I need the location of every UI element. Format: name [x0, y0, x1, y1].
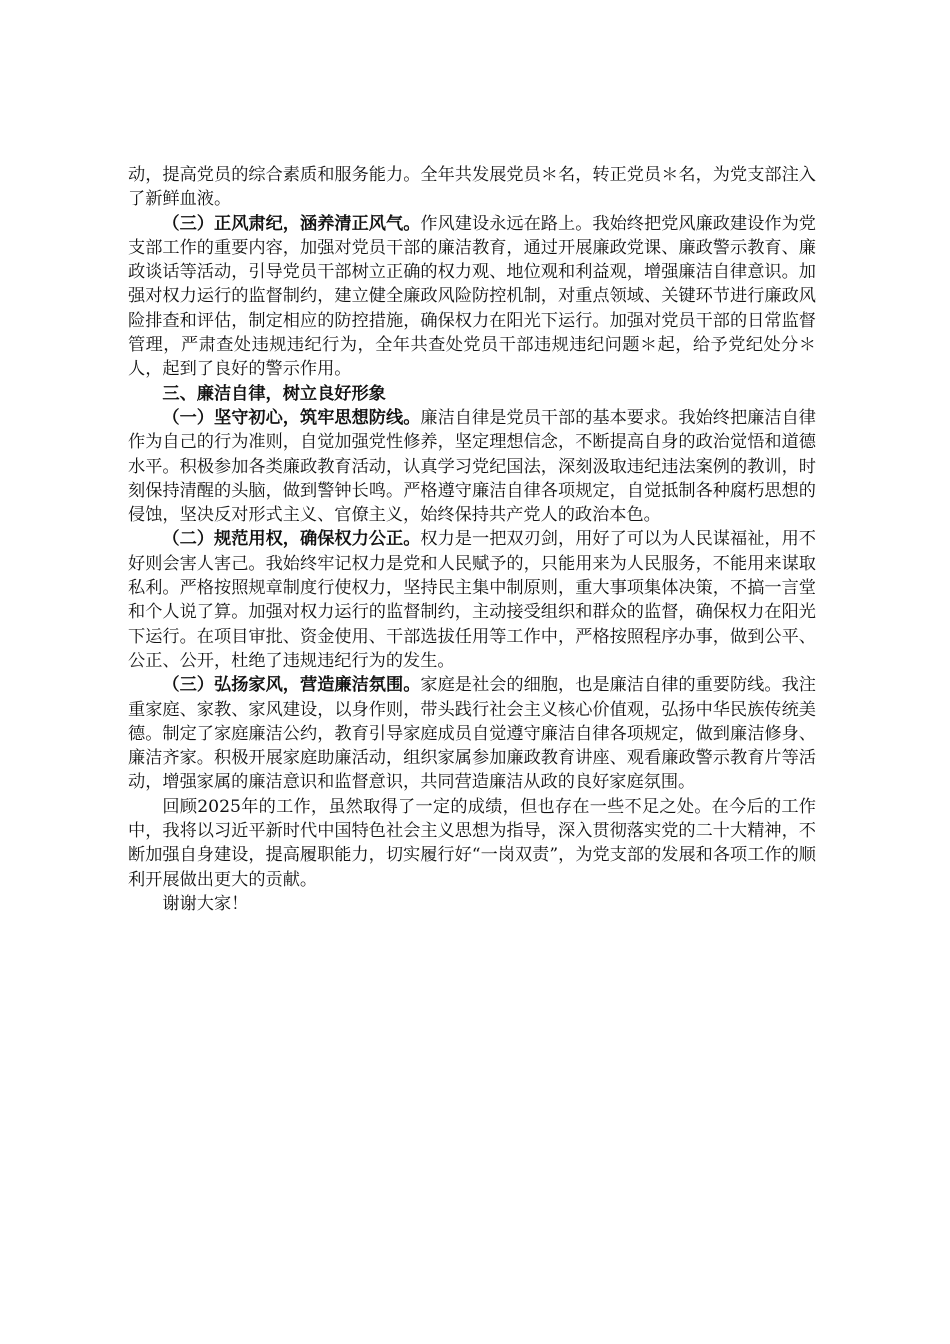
paragraph-review: 回顾2025年的工作，虽然取得了一定的成绩，但也存在一些不足之处。在今后的工作中，我将以习近平新时代中国特色社会主义思想为指导，深入贯彻落实党的二十大精神，不断加强自身建设，提高履职能力，切实履行好“一岗双责”，为党支部的发展和各项工作的顺利开展做出更大的贡献。 — [128, 796, 816, 890]
paragraph-integrity-discipline — [128, 212, 816, 382]
subheading-original-aspiration: （一）坚守初心，筑牢思想防线。 — [162, 407, 421, 428]
paragraph-continuation: 动，提高党员的综合素质和服务能力。全年共发展党员＊名，转正党员＊名，为党支部注入了新鲜血液。 — [128, 165, 816, 210]
document-body — [128, 163, 816, 916]
subheading-family-style: （三）弘扬家风，营造廉洁氛围。 — [162, 675, 421, 696]
paragraph-text: 廉洁自律是党员干部的基本要求。我始终把廉洁自律作为自己的行为准则，自觉加强党性修养，坚定理想信念，不断提高自身的政治觉悟和道德水平。积极参加各类廉政教育活动，认真学习党纪国法，深刻汲取违纪违法案例的教训，时刻保持清醒的头脑，做到警钟长鸣。严格遵守廉洁自律各项规定，自觉抵制各种腐朽思想的侵蚀，坚决反对形式主义、官僚主义，始终保持共产党人的政治本色。 — [128, 407, 816, 526]
paragraph-text: 权力是一把双刃剑，用好了可以为人民谋福祉，用不好则会害人害己。我始终牢记权力是党和人民赋予的，只能用来为人民服务，不能用来谋取私利。严格按照规章制度行使权力，坚持民主集中制原则，重大事项集体决策，不搞一言堂和个人说了算。加强对权力运行的监督制约，主动接受组织和群众的监督，确保权力在阳光下运行。在项目审批、资金使用、干部选拔任用等工作中，严格按照程序办事，做到公平、公正、公开，杜绝了违规违纪行为的发生。 — [128, 529, 816, 671]
section-title-self-discipline: 三、廉洁自律，树立良好形象 — [162, 383, 386, 404]
paragraph-text: 家庭是社会的细胞，也是廉洁自律的重要防线。我注重家庭、家教、家风建设，以身作则，带头践行社会主义核心价值观，弘扬中华民族传统美德。制定了家庭廉洁公约，教育引导家庭成员自觉遵守廉洁自律各项规定，做到廉洁修身、廉洁齐家。积极开展家庭助廉活动，组织家属参加廉政教育讲座、观看廉政警示教育片等活动，增强家属的廉洁意识和监督意识，共同营造廉洁从政的良好家庭氛围。 — [128, 675, 816, 793]
paragraph-text: 作风建设永远在路上。我始终把党风廉政建设作为党支部工作的重要内容，加强对党员干部的廉洁教育，通过开展廉政党课、廉政警示教育、廉政谈话等活动，引导党员干部树立正确的权力观、地位观和利益观，增强廉洁自律意识。加强对权力运行的监督制约，建立健全廉政风险防控机制，对重点领域、关键环节进行廉政风险排查和评估，制定相应的防控措施，确保权力在阳光下运行。加强对党员干部的日常监督管理，严肃查处违规违纪行为，全年共查处党员干部违规违纪问题＊起，给予党纪处分＊人，起到了良好的警示作用。 — [128, 213, 816, 380]
paragraph-original-aspiration — [128, 406, 816, 527]
subheading-use-of-power: （二）规范用权，确保权力公正。 — [162, 529, 421, 550]
closing-thanks: 谢谢大家！ — [162, 893, 249, 914]
paragraph-use-of-power — [128, 527, 816, 673]
paragraph-family-style — [128, 673, 816, 794]
subheading-integrity-discipline: （三）正风肃纪，涵养清正风气。 — [162, 213, 421, 234]
